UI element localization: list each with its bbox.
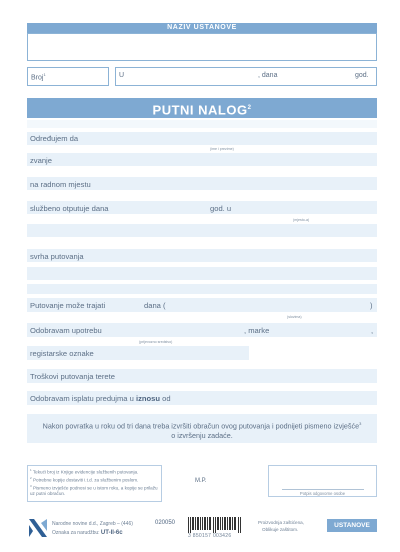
troskovi-label: Troškovi putovanja terete [30, 372, 115, 381]
blank-band [27, 120, 377, 128]
marke-label: , marke [244, 326, 270, 335]
mjesto-hint: (mjesto-a) [293, 218, 310, 222]
svrha-field-3[interactable] [27, 284, 377, 294]
otputuje-label: službeno otputuje dana [30, 204, 109, 213]
notice-text: Nakon povratka u roku od tri dana treba izvršiti obračun ovog putovanja i podnijeti pismeno izvješće$^3$ o izvršenju zadaće. [42, 421, 362, 440]
ustanove-badge: USTANOVE [327, 519, 377, 532]
otputuje-field-2[interactable] [27, 224, 377, 237]
ime-hint: (ime i prezime) [210, 147, 234, 151]
dana-close-label: ) [370, 301, 373, 310]
footnote-3: $^3$ Pismeno izvješće podnosi se u istom roku, a kopije se prilažu uz putni obračun. [30, 484, 158, 497]
god-u-label: god. u [210, 204, 232, 213]
odredjujem-field[interactable] [27, 132, 377, 145]
naziv-ustanove-header: NAZIV USTANOVE [27, 23, 377, 33]
registarske-label: registarske oznake [30, 349, 94, 358]
zvanje-field[interactable] [27, 153, 377, 166]
radno-mjesto-label: na radnom mjestu [30, 180, 91, 189]
dana-open-label: dana ( [144, 301, 166, 310]
vozilo-hint: (prijevozno sredstvo) [139, 340, 173, 344]
svrha-field-2[interactable] [27, 267, 377, 280]
trajanje-label: Putovanje može trajati [30, 301, 106, 310]
nn-logo-icon [27, 517, 49, 539]
god-label: god. [355, 72, 369, 79]
u-label: U [119, 72, 125, 79]
dana-label: , dana [258, 72, 278, 79]
footnote-2: $^2$ Potrebne kopije dostaviti i.t.d. za službenim poslom. [30, 476, 139, 483]
oznaka-label: Oznaka za narudžbu: UT-II-6c [52, 530, 123, 536]
slovima-hint: (slovima) [287, 315, 302, 319]
predujam-label: Odobravam isplatu predujma u iznosu od [30, 394, 171, 403]
odredjujem-label: Određujem da [30, 134, 79, 143]
comma-label: , [371, 326, 374, 335]
svrha-label: svrha putovanja [30, 252, 84, 261]
signature-caption: Potpis odgovorne osobe [299, 491, 346, 496]
barcode-icon [188, 517, 242, 533]
mjesto-datum-field[interactable] [115, 67, 377, 86]
naziv-ustanove-field[interactable] [27, 33, 377, 61]
mp-label: M.P. [195, 478, 207, 484]
putni-nalog-title: PUTNI NALOG$^2$ [27, 98, 377, 118]
protected-text-1: Proizvodnja zaštićena, [258, 520, 304, 525]
upotreba-label: Odobravam upotrebu [30, 326, 102, 335]
footnote-1: $^1$ Tekući broj iz Knjige evidencije službenih putovanja. [30, 468, 139, 475]
broj-label: Broj$^1$ [31, 72, 46, 82]
publisher-text: Narodne novine d.d., Zagreb – (446) [52, 521, 133, 527]
zvanje-label: zvanje [30, 156, 52, 165]
protected-text-2: Oblikuje zaštitom. [262, 527, 299, 532]
barcode-number: 3 850157 003426 [188, 533, 232, 539]
code-number: 020050 [155, 520, 176, 526]
signature-line [282, 489, 364, 490]
